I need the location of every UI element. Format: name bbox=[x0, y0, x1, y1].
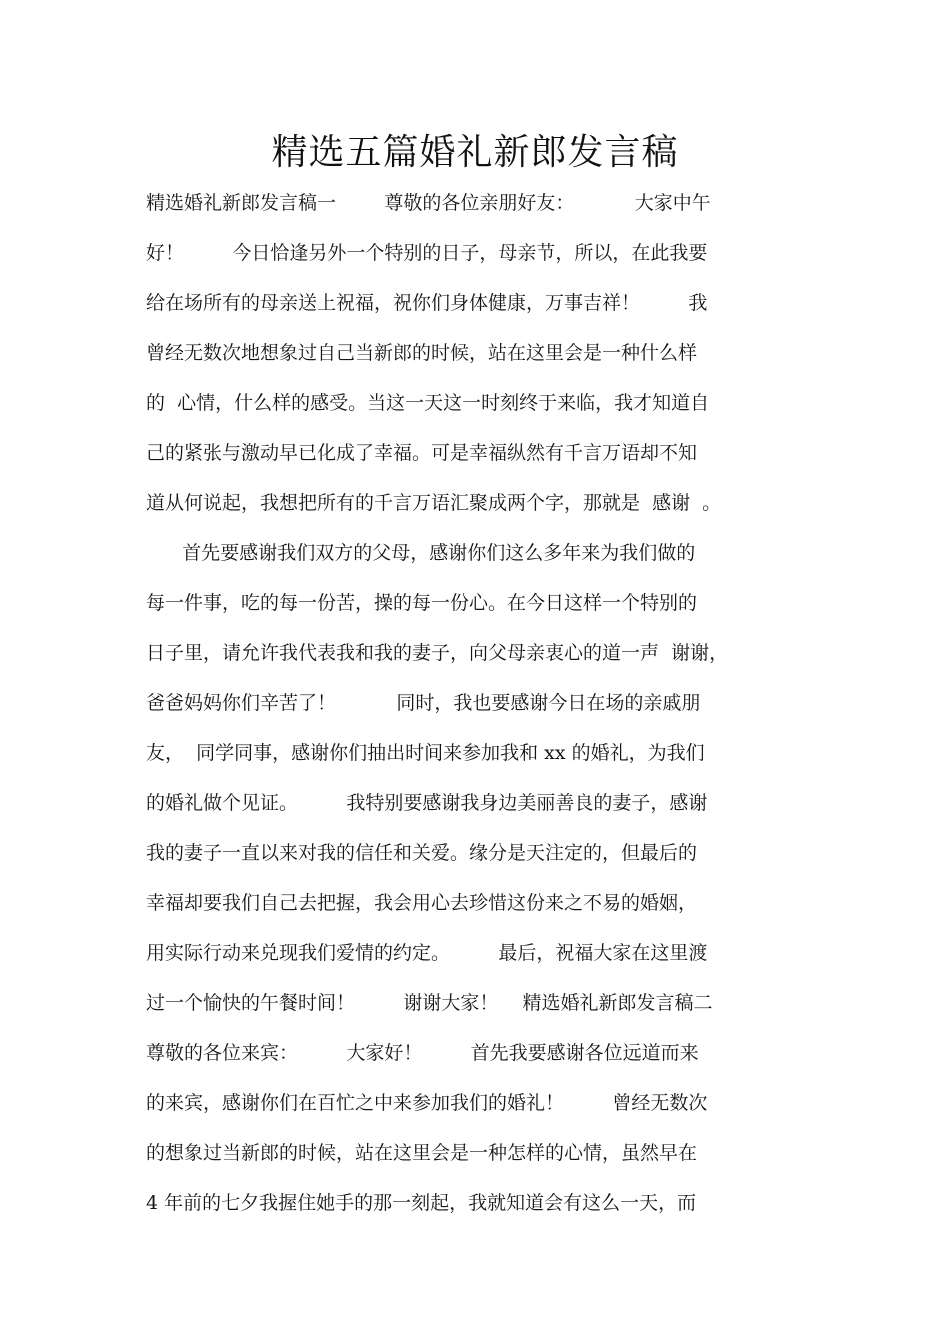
text-line: 的 心情，什么样的感受。当这一天这一时刻终于来临，我才知道自 bbox=[146, 392, 710, 414]
text-line: 给在场所有的母亲送上祝福，祝你们身体健康，万事吉祥！ 我 bbox=[146, 292, 708, 314]
text-line: 用实际行动来兑现我们爱情的约定。 最后，祝福大家在这里渡 bbox=[146, 942, 708, 964]
text-line: 过一个愉快的午餐时间！ 谢谢大家！ 精选婚礼新郎发言稿二 bbox=[146, 992, 713, 1014]
text-line: 曾经无数次地想象过自己当新郎的时候，站在这里会是一种什么样 bbox=[146, 342, 698, 364]
document-title: 精选五篇婚礼新郎发言稿 bbox=[271, 132, 679, 173]
text-line: 道从何说起，我想把所有的千言万语汇聚成两个字，那就是 感谢 。 bbox=[146, 492, 722, 514]
text-line: 己的紧张与激动早已化成了幸福。可是幸福纵然有千言万语却不知 bbox=[146, 442, 698, 464]
text-line: 我的妻子一直以来对我的信任和关爱。缘分是天注定的，但最后的 bbox=[146, 842, 698, 864]
text-line: 爸爸妈妈你们辛苦了！ 同时，我也要感谢今日在场的亲戚朋 bbox=[146, 692, 701, 714]
text-line: 的来宾，感谢你们在百忙之中来参加我们的婚礼！ 曾经无数次 bbox=[146, 1092, 708, 1114]
text-line: 友， 同学同事，感谢你们抽出时间来参加我和 xx 的婚礼，为我们 bbox=[146, 742, 705, 764]
text-line: 精选婚礼新郎发言稿一 尊敬的各位亲朋好友： 大家中午 bbox=[146, 192, 711, 214]
text-line: 日子里，请允许我代表我和我的妻子，向父母亲衷心的道一声 谢谢， bbox=[146, 642, 729, 664]
document-body bbox=[146, 178, 846, 1228]
text-line: 的想象过当新郎的时候，站在这里会是一种怎样的心情，虽然早在 bbox=[146, 1142, 698, 1164]
text-line: 首先要感谢我们双方的父母，感谢你们这么多年来为我们做的 bbox=[146, 542, 696, 564]
text-line: 每一件事，吃的每一份苦，操的每一份心。在今日这样一个特别的 bbox=[146, 592, 698, 614]
text-line: 4 年前的七夕我握住她手的那一刻起，我就知道会有这么一天，而 bbox=[146, 1192, 697, 1214]
text-line: 好！ 今日恰逢另外一个特别的日子，母亲节，所以，在此我要 bbox=[146, 242, 708, 264]
text-line: 的婚礼做个见证。 我特别要感谢我身边美丽善良的妻子，感谢 bbox=[146, 792, 708, 814]
text-line: 幸福却要我们自己去把握，我会用心去珍惜这份来之不易的婚姻， bbox=[146, 892, 698, 914]
text-line: 尊敬的各位来宾： 大家好！ 首先我要感谢各位远道而来 bbox=[146, 1042, 699, 1064]
